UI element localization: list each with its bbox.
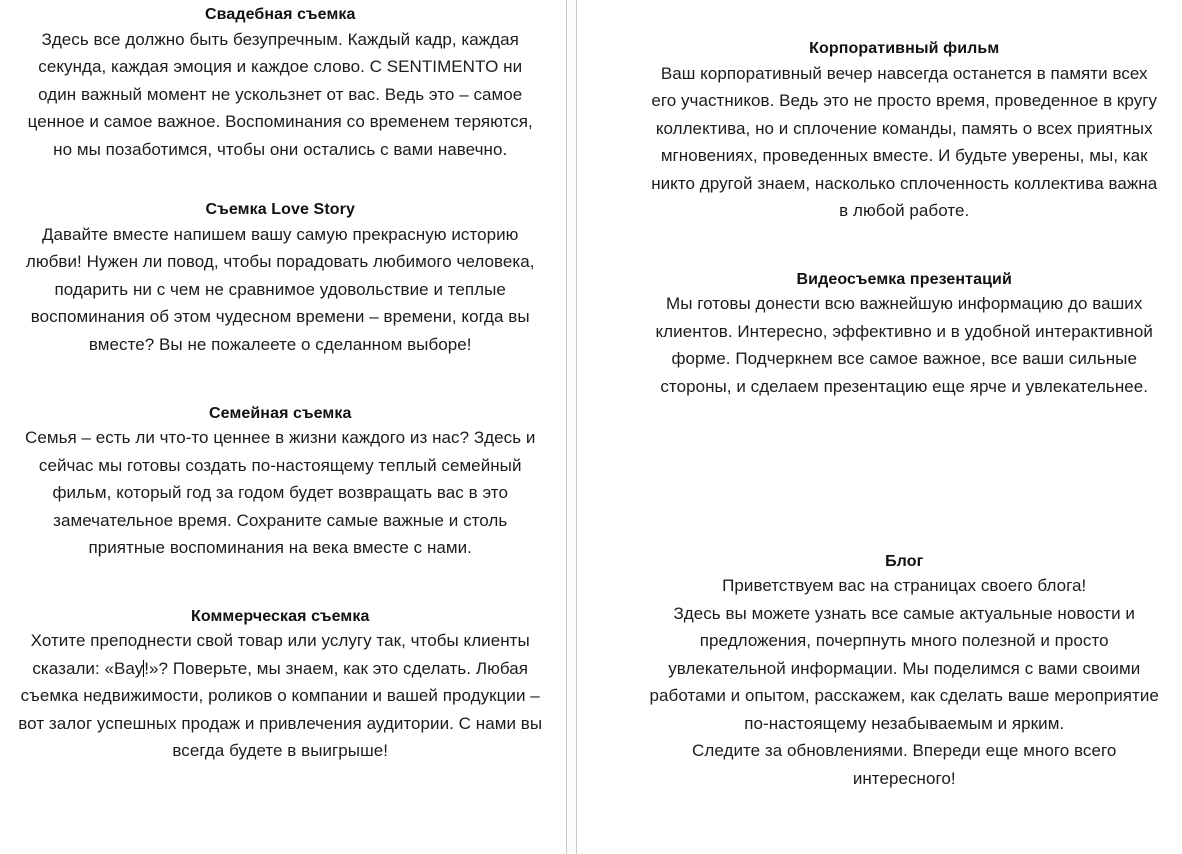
section-wedding-shooting xyxy=(18,0,542,163)
section-heading-presentation-video: Видеосъемка презентаций xyxy=(796,270,1012,288)
section-heading-commercial: Коммерческая съемка xyxy=(190,607,370,625)
right-column xyxy=(571,0,1182,792)
section-heading-corporate-film: Корпоративный фильм xyxy=(809,40,1000,57)
blog-paragraph-greeting: Приветствуем вас на страницах своего блога! xyxy=(722,576,1087,596)
section-heading-blog: Блог xyxy=(885,552,924,570)
section-presentation-video xyxy=(648,269,1160,401)
section-blog xyxy=(648,551,1160,793)
section-family-shooting xyxy=(18,403,542,562)
section-paragraph-corporate-film: Ваш корпоративный вечер навсегда останется в памяти всех его участников. Ведь это не просто время, проведенное в кругу коллектива, но и сплочение команды, память о всех приятных мгновениях, проведенных вместе. И будьте уверены, мы, как никто другой знаем, насколько сплоченность коллектива важна в любой работе. xyxy=(651,63,1158,221)
blog-paragraph-description: Здесь вы можете узнать все самые актуальные новости и предложения, почерпнуть много полезной и просто увлекательной информации. Мы поделимся с вами своими работами и опытом, расскажем, как сделать ваше мероприятие по-настоящему незабываемым и ярким. xyxy=(649,603,1159,733)
section-heading-family: Семейная съемка xyxy=(209,404,352,422)
section-paragraph-presentation-video: Мы готовы донести всю важнейшую информацию до ваших клиентов. Интересно, эффективно и в удобной интерактивной форме. Подчеркнем все самое важное, все ваши сильные стороны, и сделаем презентацию еще ярче и увлекательнее. xyxy=(655,294,1153,396)
section-paragraph-commercial xyxy=(18,627,542,765)
section-corporate-film xyxy=(648,0,1160,225)
section-heading-love-story: Съемка Love Story xyxy=(205,201,355,219)
commercial-text-after-caret: !»? Поверьте, мы знаем, как это сделать. Любая съемка недвижимости, роликов о компании и вашей продукции – вот залог успешных продаж и привлечения аудитории. С нами вы всегда будете в выигрыше! xyxy=(18,658,543,761)
blog-paragraph-follow-updates: Следите за обновлениями. Впереди еще много всего интересного! xyxy=(692,741,1117,788)
commercial-text-before-caret: Хотите преподнести свой товар или услугу так, чтобы клиенты сказали: «Вау xyxy=(30,631,530,678)
section-paragraph-love-story: Давайте вместе напишем вашу самую прекрасную историю любви! Нужен ли повод, чтобы порадовать любимого человека, подарить ни с чем не сравнимое удовольствие и теплые воспоминания об этом чудесном времени – времени, когда вы вместе? Вы не пожалеете о сделанном выборе! xyxy=(25,224,535,354)
section-heading-wedding: Свадебная съемка xyxy=(204,6,356,23)
section-love-story xyxy=(18,199,542,358)
section-paragraph-family: Семья – есть ли что-то ценнее в жизни каждого из нас? Здесь и сейчас мы готовы создать по-настоящему теплый семейный фильм, который год за годом будет возвращать вас в это замечательное время. Сохраните самые важные и столь приятные воспоминания на века вместе с нами. xyxy=(25,428,536,558)
section-commercial-shooting xyxy=(18,606,542,765)
section-paragraph-wedding: Здесь все должно быть безупречным. Каждый кадр, каждая секунда, каждая эмоция и каждое слово. С SENTIMENTO ни один важный момент не ускользнет от вас. Ведь это – самое ценное и самое важное. Воспоминания со временем теряются, но мы позаботимся, чтобы они остались с вами навечно. xyxy=(27,29,533,159)
left-column xyxy=(0,0,560,765)
